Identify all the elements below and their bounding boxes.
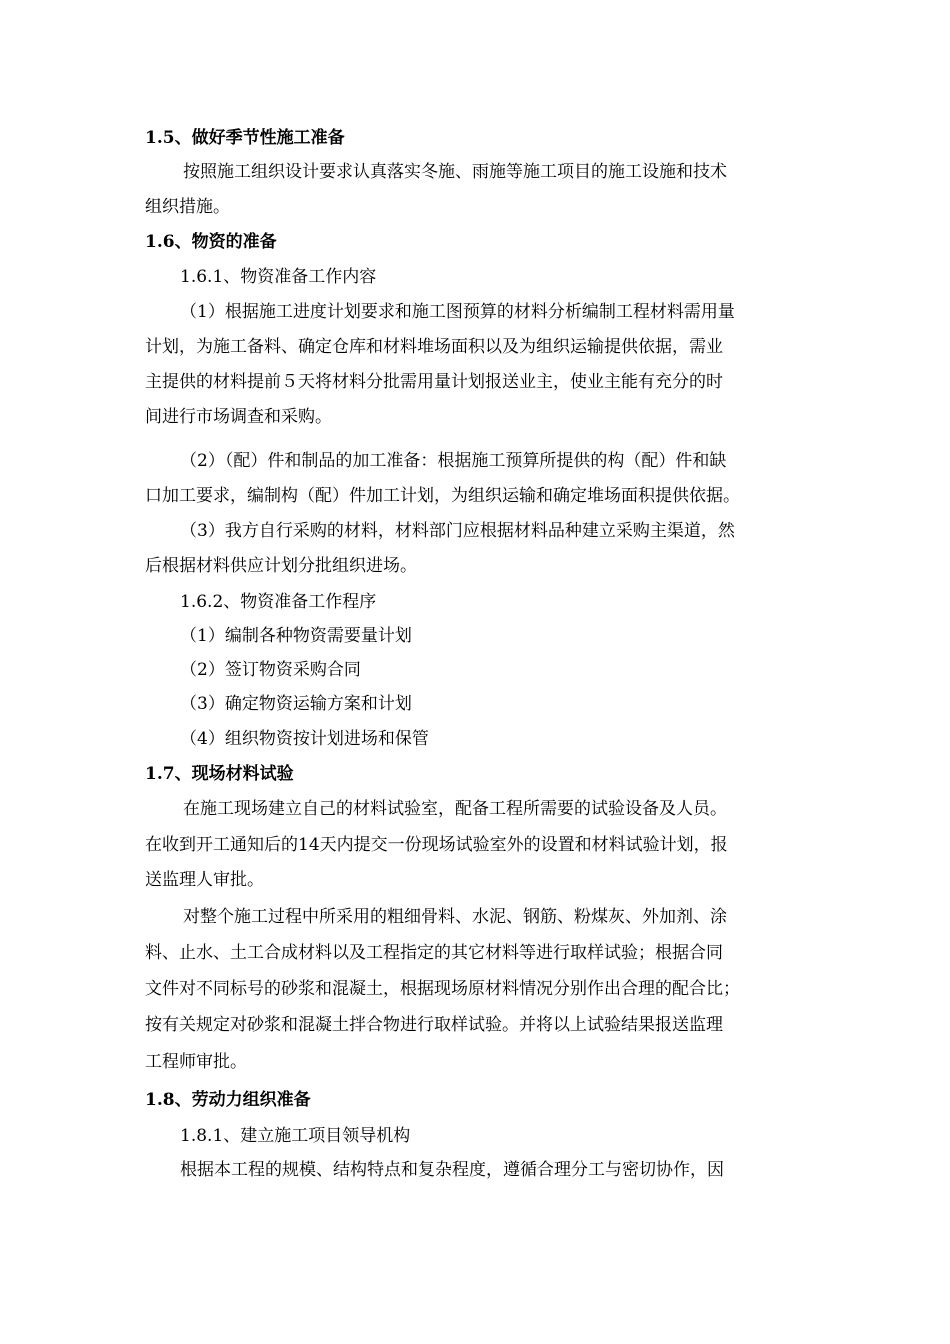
paragraph-line: 文件对不同标号的砂浆和混凝土，根据现场原材料情况分别作出合理的配合比； [145, 979, 740, 999]
paragraph-line: 工程师审批。 [145, 1052, 247, 1072]
subheading-1-6-2: 1.6.2、物资准备工作程序 [180, 592, 377, 612]
list-item: （4）组织物资按计划进场和保管 [180, 729, 429, 749]
heading-1-7: 1.7、现场材料试验 [145, 764, 294, 784]
heading-1-5: 1.5、做好季节性施工准备 [145, 128, 345, 148]
list-item: （2）签订物资采购合同 [180, 660, 361, 680]
list-item: （3）确定物资运输方案和计划 [180, 694, 412, 714]
paragraph-line: 在收到开工通知后的14天内提交一份现场试验室外的设置和材料试验计划，报 [145, 835, 728, 855]
paragraph-line: 后根据材料供应计划分批组织进场。 [145, 556, 417, 576]
paragraph-line: 按有关规定对砂浆和混凝土拌合物进行取样试验。并将以上试验结果报送监理 [145, 1015, 723, 1035]
paragraph-line: （2）（配）件和制品的加工准备：根据施工预算所提供的构（配）件和缺 [180, 451, 727, 471]
paragraph-line: 口加工要求，编制构（配）件加工计划，为组织运输和确定堆场面积提供依据。 [145, 486, 740, 506]
paragraph-line: 在施工现场建立自己的材料试验室，配备工程所需要的试验设备及人员。 [183, 799, 727, 819]
paragraph-line: 主提供的材料提前５天将材料分批需用量计划报送业主，使业主能有充分的时 [145, 372, 723, 392]
heading-1-8: 1.8、劳动力组织准备 [145, 1090, 311, 1110]
paragraph-line: 组织措施。 [145, 197, 230, 217]
heading-1-6: 1.6、物资的准备 [145, 232, 277, 252]
paragraph-line: （1）根据施工进度计划要求和施工图预算的材料分析编制工程材料需用量 [180, 302, 735, 322]
list-item: （1）编制各种物资需要量计划 [180, 626, 412, 646]
paragraph-line: 对整个施工过程中所采用的粗细骨料、水泥、钢筋、粉煤灰、外加剂、涂 [183, 907, 727, 927]
paragraph-line: 计划，为施工备料、确定仓库和材料堆场面积以及为组织运输提供依据，需业 [145, 337, 723, 357]
subheading-1-8-1: 1.8.1、建立施工项目领导机构 [180, 1126, 411, 1146]
subheading-1-6-1: 1.6.1、物资准备工作内容 [180, 267, 377, 287]
paragraph-line: （3）我方自行采购的材料，材料部门应根据材料品种建立采购主渠道，然 [180, 521, 735, 541]
paragraph-line: 间进行市场调查和采购。 [145, 407, 332, 427]
paragraph-line: 送监理人审批。 [145, 870, 264, 890]
paragraph-line: 料、止水、土工合成材料以及工程指定的其它材料等进行取样试验；根据合同 [145, 943, 723, 963]
paragraph-line: 根据本工程的规模、结构特点和复杂程度，遵循合理分工与密切协作，因 [180, 1160, 724, 1180]
paragraph-line: 按照施工组织设计要求认真落实冬施、雨施等施工项目的施工设施和技术 [183, 162, 727, 182]
